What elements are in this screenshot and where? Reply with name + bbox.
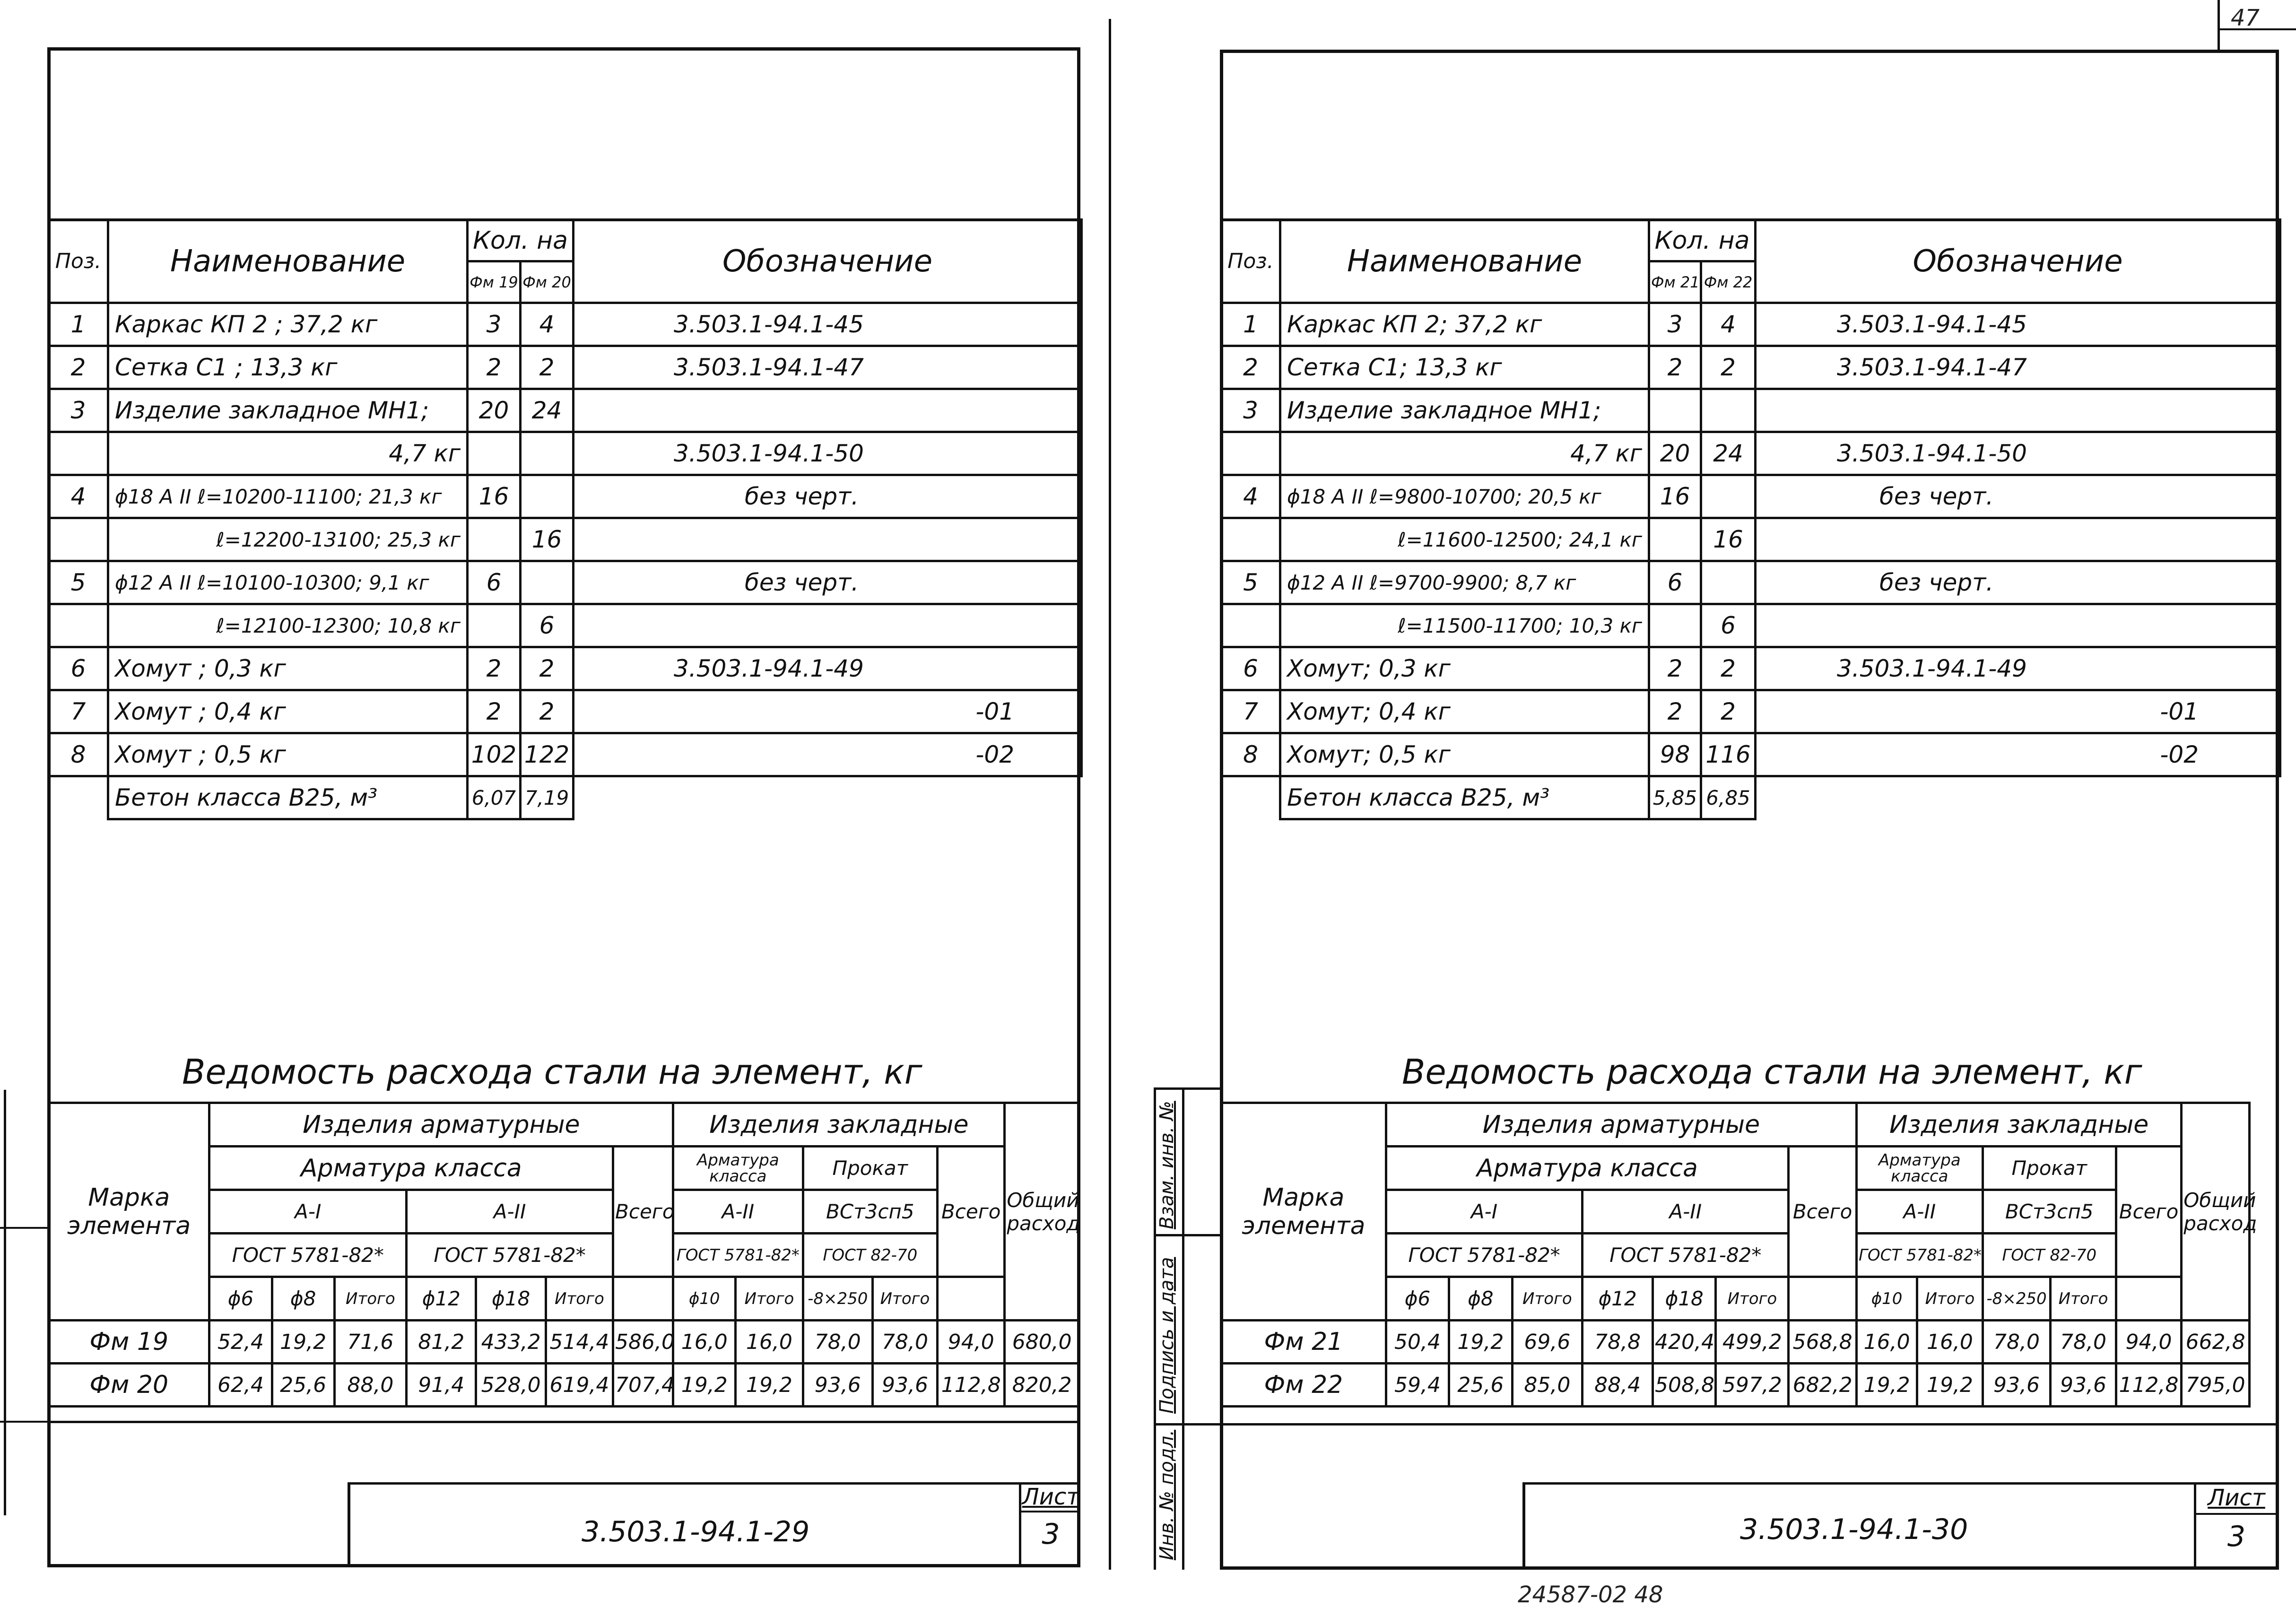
right-stamp-sheet-hline — [2194, 1513, 2279, 1515]
left-margin-tick — [0, 1421, 47, 1423]
side-stamp-frame-top — [1154, 1087, 1220, 1090]
rolled-header: Прокат — [1983, 1147, 2116, 1190]
qty-b-cell: 2 — [1701, 690, 1756, 733]
sub1-header: Итого — [334, 1277, 406, 1321]
pos-cell: 8 — [49, 733, 108, 776]
value-cell: 93,6 — [1983, 1364, 2051, 1407]
side-stamp-sep — [1154, 1234, 1220, 1236]
designation-cell — [574, 604, 1082, 647]
designation-cell: 3.503.1-94.1-45 — [1756, 303, 2280, 346]
pos-cell: 1 — [1221, 303, 1280, 346]
left-drawing-code: 3.503.1-94.1-29 — [582, 1515, 810, 1548]
side-stamp-inv: Инв. № подл. — [1156, 1430, 1178, 1560]
d12-header: ϕ12 — [1583, 1277, 1653, 1321]
steel-grade-header: ВСт3сп5 — [803, 1190, 938, 1234]
header-pos: Поз. — [1221, 220, 1280, 303]
name-cell: Хомут ; 0,5 кг — [108, 733, 468, 776]
gost4-header: ГОСТ 82-70 — [1983, 1234, 2116, 1277]
value-cell: 93,6 — [2051, 1364, 2116, 1407]
left-steel-title: Ведомость расхода стали на элемент, кг — [182, 1052, 922, 1092]
value-cell: 50,4 — [1386, 1321, 1449, 1364]
designation-cell — [1756, 389, 2280, 432]
a2-header: A-II — [1583, 1190, 1789, 1234]
designation-cell: 3.503.1-94.1-49 — [1756, 647, 2280, 690]
value-cell: 93,6 — [872, 1364, 937, 1407]
right-steel-title: Ведомость расхода стали на элемент, кг — [1402, 1052, 2142, 1092]
value-cell: 795,0 — [2182, 1364, 2250, 1407]
value-cell: 586,0 — [613, 1321, 673, 1364]
qty-b-cell — [1701, 389, 1756, 432]
pos-cell — [49, 776, 108, 819]
pos-cell — [1221, 604, 1280, 647]
qty-a-cell: 20 — [468, 389, 521, 432]
header-qty-a: Фм 19 — [468, 261, 521, 303]
value-cell: 91,4 — [407, 1364, 476, 1407]
qty-a-cell: 102 — [468, 733, 521, 776]
name-cell: Бетон класса В25, м³ — [1280, 776, 1649, 819]
qty-b-cell — [1701, 475, 1756, 518]
pos-cell: 6 — [49, 647, 108, 690]
emb-a2-header: A-II — [1856, 1190, 1983, 1234]
value-cell: 682,2 — [1789, 1364, 1857, 1407]
d10-header: ϕ10 — [673, 1277, 736, 1321]
pos-cell: 7 — [1221, 690, 1280, 733]
page-number: 47 — [2231, 5, 2260, 31]
designation-cell: -02 — [1756, 733, 2280, 776]
value-cell: 19,2 — [1449, 1321, 1512, 1364]
name-cell: ϕ18 A II ℓ=10200-11100; 21,3 кг — [108, 475, 468, 518]
qty-b-cell: 16 — [1701, 518, 1756, 561]
designation-cell: без черт. — [1756, 561, 2280, 604]
pos-cell: 6 — [1221, 647, 1280, 690]
left-stamp-sheet-hline — [1019, 1511, 1080, 1512]
total-header: Всего — [1789, 1147, 1857, 1277]
value-cell: 707,4 — [613, 1364, 673, 1407]
right-sheet-number: 3 — [2227, 1520, 2246, 1553]
designation-cell: 3.503.1-94.1-47 — [1756, 346, 2280, 389]
name-cell: Сетка С1; 13,3 кг — [1280, 346, 1649, 389]
designation-cell: 3.503.1-94.1-47 — [574, 346, 1082, 389]
value-cell: 25,6 — [1449, 1364, 1512, 1407]
header-name: Наименование — [108, 220, 468, 303]
designation-cell: 3.503.1-94.1-45 — [574, 303, 1082, 346]
pos-cell: 7 — [49, 690, 108, 733]
element-mark-cell: Фм 22 — [1221, 1364, 1386, 1407]
value-cell: 94,0 — [2116, 1321, 2182, 1364]
designation-cell: -01 — [574, 690, 1082, 733]
name-cell: ϕ12 A II ℓ=9700-9900; 8,7 кг — [1280, 561, 1649, 604]
qty-a-cell: 3 — [468, 303, 521, 346]
d12-header: ϕ12 — [407, 1277, 476, 1321]
qty-b-cell: 24 — [1701, 432, 1756, 475]
value-cell: 78,0 — [872, 1321, 937, 1364]
header-qty: Кол. на — [1649, 220, 1756, 261]
gost2-header: ГОСТ 5781-82* — [407, 1234, 613, 1277]
designation-cell: 3.503.1-94.1-50 — [574, 432, 1082, 475]
qty-b-cell — [521, 475, 574, 518]
value-cell: 69,6 — [1512, 1321, 1583, 1364]
left-stamp-top — [47, 1421, 1080, 1423]
qty-b-cell: 122 — [521, 733, 574, 776]
value-cell: 16,0 — [1917, 1321, 1983, 1364]
rebar-class-header: Арматура класса — [209, 1147, 613, 1190]
qty-b-cell: 4 — [1701, 303, 1756, 346]
value-cell: 52,4 — [209, 1321, 272, 1364]
value-cell: 25,6 — [272, 1364, 334, 1407]
gost3-header: ГОСТ 5781-82* — [1856, 1234, 1983, 1277]
value-cell: 820,2 — [1005, 1364, 1079, 1407]
qty-a-cell: 3 — [1649, 303, 1701, 346]
right-stamp-top — [1220, 1423, 2279, 1425]
value-cell: 508,8 — [1653, 1364, 1716, 1407]
header-qty-b: Фм 20 — [521, 261, 574, 303]
value-cell: 78,8 — [1583, 1321, 1653, 1364]
sub4-header: Итого — [872, 1277, 937, 1321]
qty-a-cell — [1649, 518, 1701, 561]
sub4-header: Итого — [2051, 1277, 2116, 1321]
rebar-items-header: Изделия арматурные — [209, 1103, 673, 1147]
qty-b-cell: 2 — [1701, 346, 1756, 389]
value-cell: 19,2 — [1917, 1364, 1983, 1407]
qty-b-cell: 6,85 — [1701, 776, 1756, 819]
gost1-header: ГОСТ 5781-82* — [209, 1234, 407, 1277]
rebar-class-header: Арматура класса — [1386, 1147, 1788, 1190]
value-cell: 94,0 — [938, 1321, 1005, 1364]
qty-a-cell: 16 — [468, 475, 521, 518]
header-name: Наименование — [1280, 220, 1649, 303]
pos-cell — [49, 432, 108, 475]
pos-cell — [1221, 432, 1280, 475]
qty-b-cell: 6 — [1701, 604, 1756, 647]
name-cell: ϕ18 A II ℓ=9800-10700; 20,5 кг — [1280, 475, 1649, 518]
name-cell: Бетон класса В25, м³ — [108, 776, 468, 819]
strip-header: -8×250 — [803, 1277, 872, 1321]
header-qty-b: Фм 22 — [1701, 261, 1756, 303]
sub3-header: Итого — [1917, 1277, 1983, 1321]
qty-a-cell — [1649, 389, 1701, 432]
pos-cell: 5 — [49, 561, 108, 604]
qty-a-cell: 98 — [1649, 733, 1701, 776]
value-cell: 112,8 — [938, 1364, 1005, 1407]
left-sheet-label: Лист — [1022, 1484, 1080, 1510]
qty-b-cell — [521, 561, 574, 604]
qty-a-cell — [1649, 604, 1701, 647]
d18-header: ϕ18 — [476, 1277, 546, 1321]
qty-b-cell: 16 — [521, 518, 574, 561]
d6-header: ϕ6 — [209, 1277, 272, 1321]
d8-header: ϕ8 — [272, 1277, 334, 1321]
element-mark-cell: Фм 19 — [49, 1321, 209, 1364]
value-cell: 78,0 — [1983, 1321, 2051, 1364]
value-cell: 499,2 — [1716, 1321, 1789, 1364]
value-cell: 62,4 — [209, 1364, 272, 1407]
pos-cell: 4 — [49, 475, 108, 518]
qty-a-cell: 2 — [468, 647, 521, 690]
name-cell: Каркас КП 2; 37,2 кг — [1280, 303, 1649, 346]
d18-header: ϕ18 — [1653, 1277, 1716, 1321]
value-cell: 85,0 — [1512, 1364, 1583, 1407]
name-cell: ℓ=12200-13100; 25,3 кг — [108, 518, 468, 561]
qty-a-cell: 16 — [1649, 475, 1701, 518]
right-drawing-code: 3.503.1-94.1-30 — [1740, 1513, 1968, 1546]
name-cell: ϕ12 A II ℓ=10100-10300; 9,1 кг — [108, 561, 468, 604]
qty-a-cell: 6 — [1649, 561, 1701, 604]
header-qty: Кол. на — [468, 220, 574, 261]
qty-a-cell: 20 — [1649, 432, 1701, 475]
header-qty-a: Фм 21 — [1649, 261, 1701, 303]
qty-a-cell — [468, 432, 521, 475]
a2-header: A-II — [407, 1190, 613, 1234]
pos-cell: 3 — [49, 389, 108, 432]
total-header: Всего — [613, 1147, 673, 1277]
value-cell: 59,4 — [1386, 1364, 1449, 1407]
name-cell: Каркас КП 2 ; 37,2 кг — [108, 303, 468, 346]
pos-cell: 2 — [49, 346, 108, 389]
pos-cell: 2 — [1221, 346, 1280, 389]
d10-header: ϕ10 — [1856, 1277, 1917, 1321]
designation-cell: -02 — [574, 733, 1082, 776]
left-stamp-left — [348, 1482, 350, 1567]
designation-cell: без черт. — [574, 475, 1082, 518]
a1-header: A-I — [209, 1190, 407, 1234]
value-cell: 597,2 — [1716, 1364, 1789, 1407]
d6-header: ϕ6 — [1386, 1277, 1449, 1321]
rolled-header: Прокат — [803, 1147, 938, 1190]
designation-cell: без черт. — [1756, 475, 2280, 518]
value-cell: 514,4 — [546, 1321, 613, 1364]
rebar-items-header: Изделия арматурные — [1386, 1103, 1856, 1147]
qty-b-cell: 116 — [1701, 733, 1756, 776]
bottom-code: 24587-02 48 — [1518, 1582, 1663, 1608]
sub2-header: Итого — [1716, 1277, 1789, 1321]
emb-rebar-class-header: Арматура класса — [673, 1147, 803, 1190]
side-stamp-replace: Взам. инв. № — [1156, 1101, 1178, 1229]
pos-cell: 8 — [1221, 733, 1280, 776]
qty-b-cell — [1701, 561, 1756, 604]
qty-a-cell: 2 — [1649, 647, 1701, 690]
qty-b-cell: 4 — [521, 303, 574, 346]
value-cell: 16,0 — [673, 1321, 736, 1364]
name-cell: Изделие закладное МН1; — [108, 389, 468, 432]
emb-a2-header: A-II — [673, 1190, 803, 1234]
qty-a-cell — [468, 604, 521, 647]
header-pos: Поз. — [49, 220, 108, 303]
name-cell: ℓ=12100-12300; 10,8 кг — [108, 604, 468, 647]
qty-a-cell: 2 — [468, 690, 521, 733]
qty-a-cell — [468, 518, 521, 561]
left-steel-table — [47, 1102, 1080, 1408]
side-stamp-sep — [1154, 1423, 1220, 1425]
designation-cell — [1756, 518, 2280, 561]
designation-cell — [574, 518, 1082, 561]
side-stamp-frame-mid — [1182, 1087, 1184, 1570]
right-sheet-label: Лист — [2208, 1485, 2265, 1511]
mark-header: Марка элемента — [1221, 1103, 1386, 1321]
qty-a-cell: 6,07 — [468, 776, 521, 819]
value-cell: 680,0 — [1005, 1321, 1079, 1364]
value-cell: 662,8 — [2182, 1321, 2250, 1364]
designation-cell: 3.503.1-94.1-49 — [574, 647, 1082, 690]
qty-b-cell: 2 — [1701, 647, 1756, 690]
embedded-items-header: Изделия закладные — [673, 1103, 1005, 1147]
pos-cell — [1221, 776, 1280, 819]
right-stamp-top2 — [1522, 1482, 2279, 1485]
qty-a-cell: 6 — [468, 561, 521, 604]
gost2-header: ГОСТ 5781-82* — [1583, 1234, 1789, 1277]
qty-a-cell: 2 — [468, 346, 521, 389]
left-sheet-number: 3 — [1042, 1518, 1060, 1551]
header-designation: Обозначение — [574, 220, 1082, 303]
pos-cell: 4 — [1221, 475, 1280, 518]
emb-rebar-class-header: Арматура класса — [1856, 1147, 1983, 1190]
value-cell: 81,2 — [407, 1321, 476, 1364]
right-steel-table — [1220, 1102, 2257, 1408]
name-cell: Хомут ; 0,3 кг — [108, 647, 468, 690]
pos-cell — [1221, 518, 1280, 561]
embedded-items-header: Изделия закладные — [1856, 1103, 2181, 1147]
left-spec-table — [47, 218, 1083, 820]
sub1-header: Итого — [1512, 1277, 1583, 1321]
left-margin-line — [4, 1090, 6, 1515]
pos-cell: 5 — [1221, 561, 1280, 604]
designation-cell: 3.503.1-94.1-50 — [1756, 432, 2280, 475]
value-cell: 568,8 — [1789, 1321, 1857, 1364]
right-stamp-left — [1522, 1482, 1525, 1570]
pos-cell — [49, 518, 108, 561]
value-cell: 78,0 — [803, 1321, 872, 1364]
gost4-header: ГОСТ 82-70 — [803, 1234, 938, 1277]
overall-header: Общий расход — [1005, 1103, 1079, 1321]
qty-b-cell: 2 — [521, 690, 574, 733]
value-cell: 19,2 — [272, 1321, 334, 1364]
overall-header: Общий расход — [2182, 1103, 2250, 1321]
value-cell: 16,0 — [736, 1321, 803, 1364]
value-cell: 112,8 — [2116, 1364, 2182, 1407]
steel-grade-header: ВСт3сп5 — [1983, 1190, 2116, 1234]
name-cell: ℓ=11600-12500; 24,1 кг — [1280, 518, 1649, 561]
designation-cell — [574, 776, 1082, 819]
right-spec-table — [1220, 218, 2281, 820]
value-cell: 528,0 — [476, 1364, 546, 1407]
value-cell: 19,2 — [736, 1364, 803, 1407]
qty-b-cell: 2 — [521, 346, 574, 389]
value-cell: 71,6 — [334, 1321, 406, 1364]
value-cell: 619,4 — [546, 1364, 613, 1407]
gost3-header: ГОСТ 5781-82* — [673, 1234, 803, 1277]
value-cell: 78,0 — [2051, 1321, 2116, 1364]
left-margin-tick — [0, 1227, 47, 1229]
qty-b-cell — [521, 432, 574, 475]
value-cell: 19,2 — [1856, 1364, 1917, 1407]
header-designation: Обозначение — [1756, 220, 2280, 303]
total2-header: Всего — [938, 1147, 1005, 1277]
page-number-box-left — [2218, 0, 2220, 50]
name-cell: Хомут ; 0,4 кг — [108, 690, 468, 733]
d8-header: ϕ8 — [1449, 1277, 1512, 1321]
value-cell: 420,4 — [1653, 1321, 1716, 1364]
name-cell: ℓ=11500-11700; 10,3 кг — [1280, 604, 1649, 647]
designation-cell — [1756, 776, 2280, 819]
designation-cell: без черт. — [574, 561, 1082, 604]
designation-cell — [574, 389, 1082, 432]
qty-b-cell: 7,19 — [521, 776, 574, 819]
value-cell: 88,0 — [334, 1364, 406, 1407]
side-stamp-sign: Подпись и дата — [1156, 1257, 1178, 1414]
qty-b-cell: 6 — [521, 604, 574, 647]
qty-a-cell: 2 — [1649, 690, 1701, 733]
sub2-header: Итого — [546, 1277, 613, 1321]
qty-a-cell: 2 — [1649, 346, 1701, 389]
strip-header: -8×250 — [1983, 1277, 2051, 1321]
qty-b-cell: 2 — [521, 647, 574, 690]
qty-a-cell: 5,85 — [1649, 776, 1701, 819]
name-cell: Изделие закладное МН1; — [1280, 389, 1649, 432]
element-mark-cell: Фм 21 — [1221, 1321, 1386, 1364]
name-cell: Сетка С1 ; 13,3 кг — [108, 346, 468, 389]
element-mark-cell: Фм 20 — [49, 1364, 209, 1407]
gost1-header: ГОСТ 5781-82* — [1386, 1234, 1582, 1277]
pos-cell — [49, 604, 108, 647]
mark-header: Марка элемента — [49, 1103, 209, 1321]
designation-cell: -01 — [1756, 690, 2280, 733]
qty-b-cell: 24 — [521, 389, 574, 432]
pos-cell: 1 — [49, 303, 108, 346]
name-cell: 4,7 кг — [1280, 432, 1649, 475]
total2-header: Всего — [2116, 1147, 2182, 1277]
name-cell: Хомут; 0,3 кг — [1280, 647, 1649, 690]
center-divider — [1109, 19, 1111, 1570]
name-cell: 4,7 кг — [108, 432, 468, 475]
value-cell: 19,2 — [673, 1364, 736, 1407]
left-stamp-top2 — [348, 1482, 1080, 1485]
sub3-header: Итого — [736, 1277, 803, 1321]
pos-cell: 3 — [1221, 389, 1280, 432]
name-cell: Хомут; 0,4 кг — [1280, 690, 1649, 733]
name-cell: Хомут; 0,5 кг — [1280, 733, 1649, 776]
a1-header: A-I — [1386, 1190, 1582, 1234]
value-cell: 88,4 — [1583, 1364, 1653, 1407]
value-cell: 433,2 — [476, 1321, 546, 1364]
designation-cell — [1756, 604, 2280, 647]
value-cell: 93,6 — [803, 1364, 872, 1407]
value-cell: 16,0 — [1856, 1321, 1917, 1364]
